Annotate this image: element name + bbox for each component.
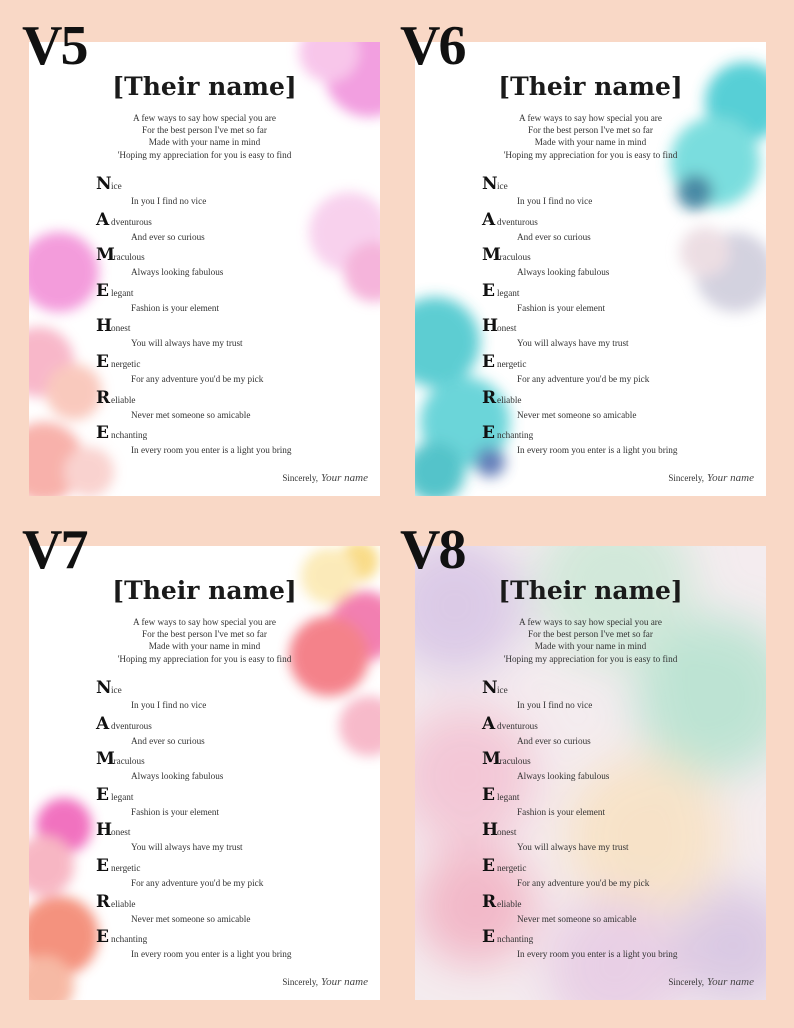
- acrostic-letter: H: [96, 820, 113, 841]
- acrostic-line: Always looking fabulous: [517, 267, 610, 278]
- acrostic-letter: E: [96, 351, 109, 372]
- acrostic-word: onest: [497, 827, 517, 838]
- acrostic-row: [96, 821, 366, 857]
- intro-line: Made with your name in mind: [148, 137, 261, 148]
- acrostic-word: onest: [111, 323, 131, 334]
- acrostic-row: [96, 211, 366, 247]
- acrostic-line: Fashion is your element: [131, 806, 220, 817]
- acrostic-row: [482, 821, 752, 857]
- acrostic-line: You will always have my trust: [517, 338, 629, 349]
- acrostic-line: Fashion is your element: [131, 302, 220, 313]
- intro-line: For the best person I've met so far: [142, 629, 267, 640]
- acrostic-letter: E: [96, 280, 109, 301]
- acrostic-word: iraculous: [111, 252, 145, 263]
- acrostic-row: [482, 389, 752, 425]
- recipient-name-title: [Their name]: [498, 576, 683, 605]
- acrostic-row: [96, 175, 366, 211]
- acrostic-line: Never met someone so amicable: [517, 409, 637, 420]
- acrostic-row: [482, 715, 752, 751]
- sign-off: Sincerely,: [668, 977, 705, 987]
- acrostic-word: legant: [111, 791, 134, 802]
- acrostic-letter: E: [96, 927, 109, 948]
- acrostic-line: Fashion is your element: [517, 302, 606, 313]
- acrostic-row: [96, 715, 366, 751]
- acrostic-word: nergetic: [497, 862, 527, 873]
- intro-line: 'Hoping my appreciation for you is easy to find: [117, 149, 292, 160]
- acrostic-word: ice: [111, 181, 122, 191]
- intro-line: 'Hoping my appreciation for you is easy to find: [503, 653, 678, 664]
- acrostic-word: legant: [111, 287, 134, 298]
- acrostic-word: nergetic: [111, 358, 141, 369]
- acrostic-letter: A: [96, 713, 110, 734]
- acrostic-word: eliable: [111, 898, 136, 909]
- acrostic-line: You will always have my trust: [517, 842, 629, 853]
- acrostic-line: In every room you enter is a light you bring: [517, 445, 678, 456]
- acrostic-row: [96, 317, 366, 353]
- acrostic-letter: N: [96, 678, 112, 698]
- acrostic-word: legant: [497, 791, 520, 802]
- acrostic-letter: R: [96, 387, 111, 408]
- acrostic-letter: H: [96, 316, 113, 337]
- acrostic-row: [96, 246, 366, 282]
- acrostic-line: Always looking fabulous: [131, 267, 224, 278]
- acrostic-line: And ever so curious: [131, 735, 205, 746]
- acrostic-word: nchanting: [497, 934, 534, 945]
- acrostic-row: [96, 893, 366, 929]
- acrostic-letter: H: [482, 820, 499, 841]
- acrostic-letter: E: [482, 280, 495, 301]
- acrostic-letter: N: [482, 174, 498, 194]
- acrostic-letter: E: [96, 423, 109, 444]
- sign-off: Sincerely,: [282, 977, 319, 987]
- intro-line: For the best person I've met so far: [528, 125, 653, 136]
- acrostic-word: legant: [497, 287, 520, 298]
- acrostic-letter: E: [96, 855, 109, 876]
- acrostic-line: Never met someone so amicable: [131, 409, 251, 420]
- acrostic-letter: E: [482, 423, 495, 444]
- recipient-name-title: [Their name]: [498, 72, 683, 101]
- intro-line: 'Hoping my appreciation for you is easy to find: [503, 149, 678, 160]
- intro-line: Made with your name in mind: [534, 137, 647, 148]
- variant-label-v5: V5: [22, 15, 87, 77]
- acrostic-letter: R: [482, 891, 497, 912]
- acrostic-row: [96, 928, 366, 964]
- acrostic-line: In every room you enter is a light you bring: [517, 949, 678, 960]
- signature: Your name: [321, 472, 368, 484]
- acrostic-word: iraculous: [497, 756, 531, 767]
- acrostic-line: You will always have my trust: [131, 842, 243, 853]
- acrostic-word: dventurous: [111, 720, 152, 731]
- signature-block: [282, 472, 368, 484]
- acrostic-row: [482, 857, 752, 893]
- intro-verse: [29, 616, 380, 665]
- acrostic-word: nchanting: [111, 934, 148, 945]
- acrostic-row: [96, 424, 366, 460]
- acrostic-word: ice: [497, 685, 508, 695]
- acrostic-list: [96, 175, 366, 460]
- acrostic-line: For any adventure you'd be my pick: [131, 373, 264, 384]
- acrostic-list: [96, 679, 366, 964]
- acrostic-row: [482, 282, 752, 318]
- sign-off: Sincerely,: [282, 473, 319, 483]
- signature-block: [668, 472, 754, 484]
- acrostic-letter: A: [482, 713, 496, 734]
- acrostic-line: Always looking fabulous: [517, 771, 610, 782]
- acrostic-row: [482, 353, 752, 389]
- recipient-name-title: [Their name]: [112, 72, 297, 101]
- acrostic-line: In you I find no vice: [517, 700, 593, 710]
- acrostic-line: And ever so curious: [517, 735, 591, 746]
- acrostic-list: [482, 175, 752, 460]
- acrostic-row: [96, 353, 366, 389]
- acrostic-letter: M: [96, 245, 115, 266]
- intro-line: A few ways to say how special you are: [133, 617, 276, 627]
- acrostic-letter: E: [482, 855, 495, 876]
- acrostic-row: [482, 317, 752, 353]
- acrostic-row: [96, 857, 366, 893]
- acrostic-word: eliable: [497, 898, 522, 909]
- signature: Your name: [321, 976, 368, 988]
- acrostic-line: In you I find no vice: [517, 196, 593, 206]
- acrostic-word: nchanting: [497, 430, 534, 441]
- intro-line: For the best person I've met so far: [528, 629, 653, 640]
- intro-line: 'Hoping my appreciation for you is easy to find: [117, 653, 292, 664]
- acrostic-row: [482, 679, 752, 715]
- acrostic-line: Never met someone so amicable: [131, 913, 251, 924]
- acrostic-letter: M: [482, 245, 501, 266]
- acrostic-line: In you I find no vice: [131, 196, 207, 206]
- acrostic-row: [96, 786, 366, 822]
- acrostic-line: In every room you enter is a light you bring: [131, 445, 292, 456]
- acrostic-line: For any adventure you'd be my pick: [517, 373, 650, 384]
- acrostic-row: [482, 893, 752, 929]
- acrostic-word: iraculous: [111, 756, 145, 767]
- acrostic-letter: M: [482, 749, 501, 770]
- acrostic-line: Never met someone so amicable: [517, 913, 637, 924]
- intro-line: Made with your name in mind: [534, 641, 647, 652]
- intro-line: Made with your name in mind: [148, 641, 261, 652]
- acrostic-word: dventurous: [111, 216, 152, 227]
- intro-verse: [415, 112, 766, 161]
- acrostic-word: eliable: [497, 394, 522, 405]
- intro-line: For the best person I've met so far: [142, 125, 267, 136]
- poem-card-v8: [415, 546, 766, 1000]
- acrostic-word: onest: [111, 827, 131, 838]
- acrostic-word: onest: [497, 323, 517, 334]
- acrostic-row: [96, 389, 366, 425]
- acrostic-row: [96, 679, 366, 715]
- acrostic-word: ice: [497, 181, 508, 191]
- acrostic-row: [482, 424, 752, 460]
- signature-block: [282, 976, 368, 988]
- recipient-name-title: [Their name]: [112, 576, 297, 605]
- acrostic-row: [482, 928, 752, 964]
- acrostic-row: [96, 750, 366, 786]
- acrostic-word: eliable: [111, 394, 136, 405]
- acrostic-letter: H: [482, 316, 499, 337]
- acrostic-line: For any adventure you'd be my pick: [517, 877, 650, 888]
- acrostic-word: iraculous: [497, 252, 531, 263]
- acrostic-word: nergetic: [111, 862, 141, 873]
- acrostic-letter: R: [482, 387, 497, 408]
- variant-label-v7: V7: [22, 519, 87, 581]
- acrostic-row: [482, 175, 752, 211]
- acrostic-letter: R: [96, 891, 111, 912]
- acrostic-letter: A: [482, 209, 496, 230]
- acrostic-row: [96, 282, 366, 318]
- acrostic-line: For any adventure you'd be my pick: [131, 877, 264, 888]
- intro-line: A few ways to say how special you are: [133, 113, 276, 123]
- variant-label-v8: V8: [400, 519, 465, 581]
- signature: Your name: [707, 472, 754, 484]
- variant-label-v6: V6: [400, 15, 465, 77]
- acrostic-letter: A: [96, 209, 110, 230]
- acrostic-word: dventurous: [497, 216, 538, 227]
- intro-line: A few ways to say how special you are: [519, 113, 662, 123]
- intro-verse: [415, 616, 766, 665]
- signature: Your name: [707, 976, 754, 988]
- sign-off: Sincerely,: [668, 473, 705, 483]
- acrostic-line: And ever so curious: [131, 231, 205, 242]
- acrostic-line: You will always have my trust: [131, 338, 243, 349]
- acrostic-letter: N: [482, 678, 498, 698]
- signature-block: [668, 976, 754, 988]
- acrostic-row: [482, 750, 752, 786]
- intro-line: A few ways to say how special you are: [519, 617, 662, 627]
- acrostic-row: [482, 786, 752, 822]
- acrostic-row: [482, 246, 752, 282]
- intro-verse: [29, 112, 380, 161]
- acrostic-letter: E: [96, 784, 109, 805]
- acrostic-line: In every room you enter is a light you bring: [131, 949, 292, 960]
- acrostic-line: Always looking fabulous: [131, 771, 224, 782]
- acrostic-letter: M: [96, 749, 115, 770]
- acrostic-word: dventurous: [497, 720, 538, 731]
- acrostic-word: nchanting: [111, 430, 148, 441]
- acrostic-row: [482, 211, 752, 247]
- acrostic-letter: E: [482, 784, 495, 805]
- acrostic-letter: E: [482, 927, 495, 948]
- acrostic-word: nergetic: [497, 358, 527, 369]
- acrostic-line: Fashion is your element: [517, 806, 606, 817]
- acrostic-word: ice: [111, 685, 122, 695]
- poem-card-v7: [29, 546, 380, 1000]
- poem-card-v5: [29, 42, 380, 496]
- acrostic-letter: E: [482, 351, 495, 372]
- acrostic-line: And ever so curious: [517, 231, 591, 242]
- acrostic-line: In you I find no vice: [131, 700, 207, 710]
- acrostic-list: [482, 679, 752, 964]
- acrostic-letter: N: [96, 174, 112, 194]
- poem-card-v6: [415, 42, 766, 496]
